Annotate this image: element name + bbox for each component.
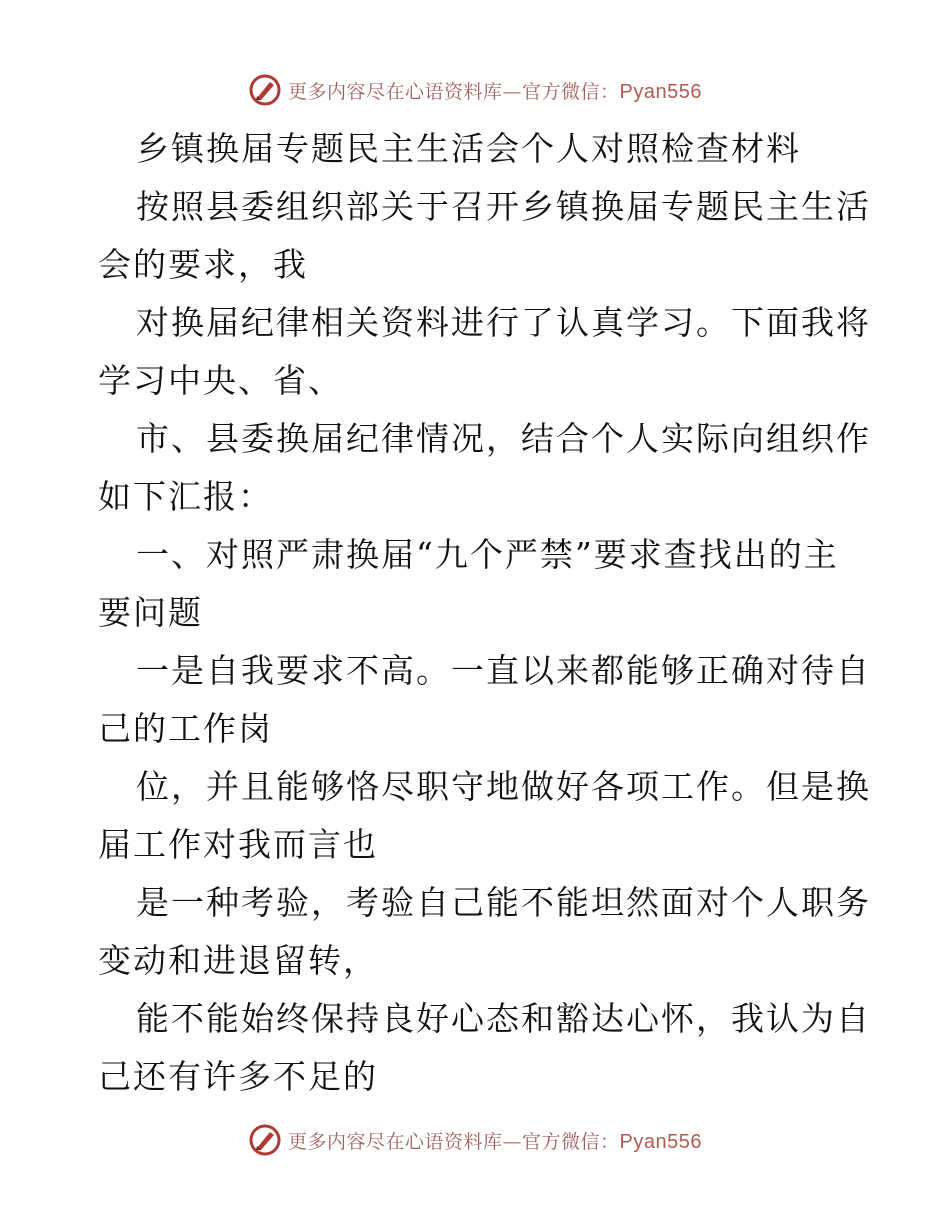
text-line: 市、县委换届纪律情况，结合个人实际向组织作 <box>136 419 871 458</box>
text-line: 一、对照严肃换届“九个严禁”要求查找出的主 <box>136 535 839 574</box>
document-title: 乡镇换届专题民主生活会个人对照检查材料 <box>136 129 801 168</box>
text-line: 一是自我要求不高。一直以来都能够正确对待自 <box>136 651 871 690</box>
text-line: 能不能始终保持良好心态和豁达心怀，我认为自 <box>136 999 871 1038</box>
text-line: 己还有许多不足的 <box>98 1057 378 1096</box>
text-line: 如下汇报： <box>98 477 273 516</box>
text-line: 是一种考验，考验自己能不能坦然面对个人职务 <box>136 883 871 922</box>
banner-text: 更多内容尽在心语资料库—官方微信：Pyan556 <box>288 80 702 103</box>
quill-logo-icon <box>248 1123 282 1157</box>
text-line: 届工作对我而言也 <box>98 825 378 864</box>
text-line: 会的要求，我 <box>98 245 308 284</box>
header-watermark-banner <box>0 70 950 110</box>
text-line: 己的工作岗 <box>98 709 273 748</box>
text-line: 变动和进退留转， <box>98 941 378 980</box>
document-body <box>98 120 871 1106</box>
footer-watermark-banner <box>0 1120 950 1160</box>
text-line: 按照县委组织部关于召开乡镇换届专题民主生活 <box>136 187 871 226</box>
text-line: 对换届纪律相关资料进行了认真学习。下面我将 <box>136 303 871 342</box>
banner-text: 更多内容尽在心语资料库—官方微信：Pyan556 <box>288 1130 702 1153</box>
text-line: 学习中央、省、 <box>98 361 343 400</box>
text-line: 位，并且能够恪尽职守地做好各项工作。但是换 <box>136 767 871 806</box>
quill-logo-icon <box>248 73 282 107</box>
text-line: 要问题 <box>98 593 203 632</box>
